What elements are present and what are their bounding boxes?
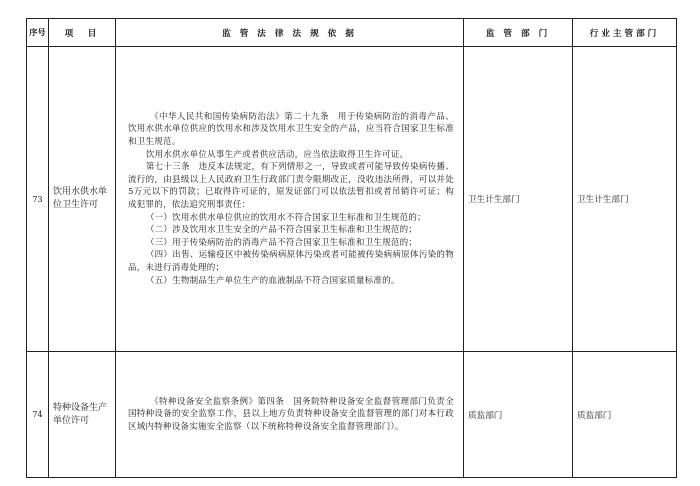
regulation-table xyxy=(26,18,677,478)
basis-paragraph: （二）涉及饮用水卫生安全的产品不符合国家卫生标准和卫生规范的； xyxy=(145,225,418,236)
industry-dept: 卫生计生部门 xyxy=(573,47,677,352)
basis-paragraph: （四）出售、运输疫区中被传染病病原体污染或者可能被传染病病原体污染的物品，未进行消毒处理的； xyxy=(128,250,454,273)
basis-paragraph: 《特种设备安全监察条例》第四条 国务院特种设备安全监督管理部门负责全国特种设备的安全监察工作，县以上地方负责特种设备安全监督管理的部门对本行政区域内特种设备实施安全监察（以下统称特种设备安全监督管理部门）。 xyxy=(128,396,454,432)
industry-dept: 质监部门 xyxy=(573,352,677,478)
basis-paragraph: （三）用于传染病防治的消毒产品不符合国家卫生标准和卫生规范的； xyxy=(145,237,418,248)
supervision-dept: 卫生计生部门 xyxy=(464,47,573,352)
item-name: 饮用水供水单位卫生许可 xyxy=(49,47,116,352)
header-dept: 监 管 部 门 xyxy=(464,19,573,47)
table-row xyxy=(27,47,677,352)
basis-paragraph: （一）饮用水供水单位供应的饮用水不符合国家卫生标准和卫生规范的； xyxy=(145,212,426,223)
item-name: 特种设备生产单位许可 xyxy=(49,352,116,478)
row-number: 74 xyxy=(27,352,49,478)
basis-paragraph: 饮用水供水单位从事生产或者供应活动，应当依法取得卫生许可证。 xyxy=(145,149,409,160)
basis-paragraph: 《中华人民共和国传染病防治法》第二十九条 用于传染病防治的消毒产品、饮用水供水单位供应的饮用水和涉及饮用水卫生安全的产品，应当符合国家卫生标准和卫生规范。 xyxy=(128,111,454,148)
basis-paragraph: （五）生物制品生产单位生产的血液制品不符合国家质量标准的。 xyxy=(145,275,400,286)
basis-paragraph: 第七十三条 违反本法规定，有下列情形之一，导致或者可能导致传染病传播、流行的，由县级以上人民政府卫生行政部门责令限期改正，没收违法所得，可以并处5万元以下的罚款；已取得许可证的，原发证部门可以依法暂扣或者吊销许可证；构成犯罪的，依法追究刑事责任： xyxy=(128,162,454,210)
header-no: 序号 xyxy=(27,19,49,47)
legal-basis-cell xyxy=(116,352,464,478)
header-industry: 行业主管部门 xyxy=(573,19,677,47)
header-basis: 监 管 法 律 法 规 依 据 xyxy=(116,19,464,47)
supervision-dept: 质监部门 xyxy=(464,352,573,478)
header-item: 项 目 xyxy=(49,19,116,47)
row-number: 73 xyxy=(27,47,49,352)
table-row xyxy=(27,352,677,478)
header-row xyxy=(27,19,677,47)
legal-basis-cell xyxy=(116,47,464,352)
